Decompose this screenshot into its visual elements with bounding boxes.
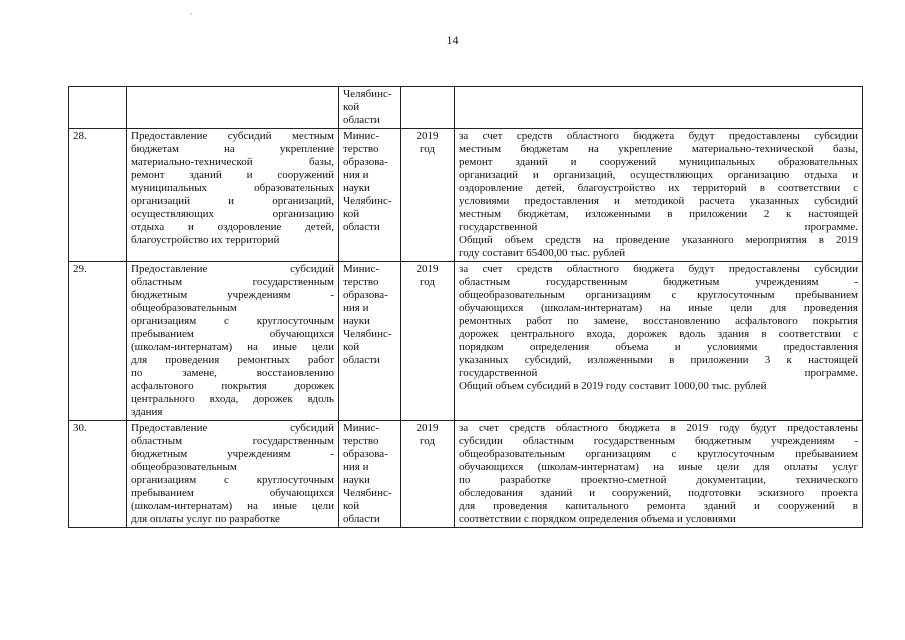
table-row [69,129,863,262]
text-line: для проведения капитального ремонта зданий и сооружений в [459,500,858,512]
cell-name [127,87,339,129]
text-line: для проведения ремонтных работ [131,354,334,366]
expected-result [455,129,863,262]
text-line: центрального входа, дорожек вдоль [131,393,334,405]
text-line: субсидии областным государственным бюджетным учреждениям - [459,435,858,447]
stray-mark: · [190,10,193,19]
measure-name [127,129,339,262]
text-line: областным государственным бюджетным учреждениям - [459,276,858,288]
text-line: 2019 [416,422,439,434]
text-line: обследования зданий и сооружений, подготовки эскизного проекта [459,487,858,499]
text-line: общеобразовательным организациям с круглосуточным пребыванием [459,289,858,301]
cell-term [401,87,455,129]
text-line: Предоставление субсидий [131,263,334,275]
text-line: области [343,221,380,233]
text-line: за счет средств областного бюджета в 2019 году будут предоставлены [459,422,858,434]
text-line: материально-технической базы, [131,156,334,168]
text-line: образова- [343,156,388,168]
row-number: 30. [69,421,127,528]
text-line: науки [343,182,370,194]
measure-name [127,262,339,421]
text-line: Предоставление субсидий [131,422,334,434]
text-line: организациям с круглосуточным [131,474,334,486]
text-line: общеобразовательным [131,461,237,473]
text-line: государственной программе. [459,221,858,233]
text-line: муниципальных образовательных [131,182,334,194]
text-line: за счет средств областного бюджета будут предоставлены субсидии [459,263,858,275]
text-line: ремонтных работ по замене, восстановлению асфальтового покрытия [459,315,858,327]
responsible-executor [339,421,401,528]
text-line: благоустройство их территорий [131,234,280,246]
text-line: Минис- [343,130,379,142]
text-line: образова- [343,289,388,301]
text-line: общеобразовательным [131,302,237,314]
text-line: год [419,435,436,447]
text-line: терство [343,435,379,447]
text-line: (школам-интернатам) на иные цели [131,341,334,353]
cell-num [69,87,127,129]
text-line: Общий объем средств на проведение указанного мероприятия в 2019 [459,234,858,246]
text-line: государственной программе. [459,367,858,379]
text-line: бюджетам на укрепление [131,143,334,155]
cell-executor [339,87,401,129]
text-line: общеобразовательным организациям с круглосуточным пребыванием [459,448,858,460]
text-line: обучающихся (школам-интернатам) на иные цели для проведения [459,302,858,314]
text-line: по разработке проектно-сметной документации, технического [459,474,858,486]
text-line: местным бюджетам на укрепление материально-технической базы, [459,143,858,155]
text-line: области [343,114,380,126]
text-line: отдыха и оздоровление детей, [131,221,334,233]
text-line: асфальтового покрытия дорожек [131,380,334,392]
text-line: пребыванием обучающихся [131,328,334,340]
text-line: год [419,276,436,288]
text-line: бюджетным учреждениям - [131,448,334,460]
text-line: для оплаты услуг по разработке [131,513,280,525]
text-line: кой [343,101,360,113]
text-line: Челябинс- [343,195,392,207]
cell-desc [455,87,863,129]
text-line: образова- [343,448,388,460]
text-line: науки [343,315,370,327]
text-line: соответствии с порядком определения объема и условиями [459,513,736,525]
text-line: ния и [343,302,369,314]
text-line: по замене, восстановлению [131,367,334,379]
text-line: оздоровление детей, благоустройство их территорий в соответствии с [459,182,858,194]
text-line: здания [131,406,163,418]
text-line: обучающихся (школам-интернатам) на иные цели для оплаты услуг [459,461,858,473]
text-line: бюджетным учреждениям - [131,289,334,301]
text-line: (школам-интернатам) на иные цели [131,500,334,512]
implementation-term [401,262,455,421]
row-number: 29. [69,262,127,421]
text-line: областным государственным [131,435,334,447]
text-line: ния и [343,169,369,181]
table-row [69,262,863,421]
text-line: областным государственным [131,276,334,288]
text-line: осуществляющих организацию [131,208,334,220]
implementation-term [401,421,455,528]
text-line: организаций и организаций, [131,195,334,207]
text-line: указанных субсидий, изложенными в приложении 3 к настоящей [459,354,858,366]
text-line: ремонт зданий и сооружений [131,169,334,181]
text-line: 2019 [416,130,439,142]
row-number: 28. [69,129,127,262]
text-line: ния и [343,461,369,473]
text-line: году составит 65400,00 тыс. рублей [459,247,626,259]
text-line: организаций и организаций, осуществляющих организацию отдыха и [459,169,858,181]
text-line: науки [343,474,370,486]
text-line: Предоставление субсидий местным [131,130,334,142]
responsible-executor [339,262,401,421]
page-number: 14 [446,33,459,47]
text-line: 2019 [416,263,439,275]
text-line: терство [343,143,379,155]
text-line: области [343,513,380,525]
text-line: Челябинс- [343,88,392,100]
text-line: области [343,354,380,366]
text-line: кой [343,500,360,512]
expected-result [455,421,863,528]
measures-table [68,86,863,528]
text-line: организациям с круглосуточным [131,315,334,327]
measure-name [127,421,339,528]
table-row-continuation [69,87,863,129]
text-line: Челябинс- [343,328,392,340]
text-line: пребыванием обучающихся [131,487,334,499]
text-line: кой [343,208,360,220]
text-line: Общий объем субсидий в 2019 году составит 1000,00 тыс. рублей [459,380,767,392]
text-line: ремонт зданий и сооружений муниципальных образовательных [459,156,858,168]
text-line: год [419,143,436,155]
text-line: за счет средств областного бюджета будут предоставлены субсидии [459,130,858,142]
text-line: терство [343,276,379,288]
text-line: Минис- [343,422,379,434]
implementation-term [401,129,455,262]
text-line: местным бюджетам, изложенными в приложении 2 к настоящей [459,208,858,220]
responsible-executor [339,129,401,262]
text-line: кой [343,341,360,353]
text-line: Челябинс- [343,487,392,499]
table-row [69,421,863,528]
text-line: условиями предоставления и методикой расчета указанных субсидий [459,195,858,207]
text-line: Минис- [343,263,379,275]
text-line: дорожек центрального входа, дорожек вдоль здания в соответствии с [459,328,858,340]
expected-result [455,262,863,421]
text-line: порядком определения объема и условиями предоставления [459,341,858,353]
